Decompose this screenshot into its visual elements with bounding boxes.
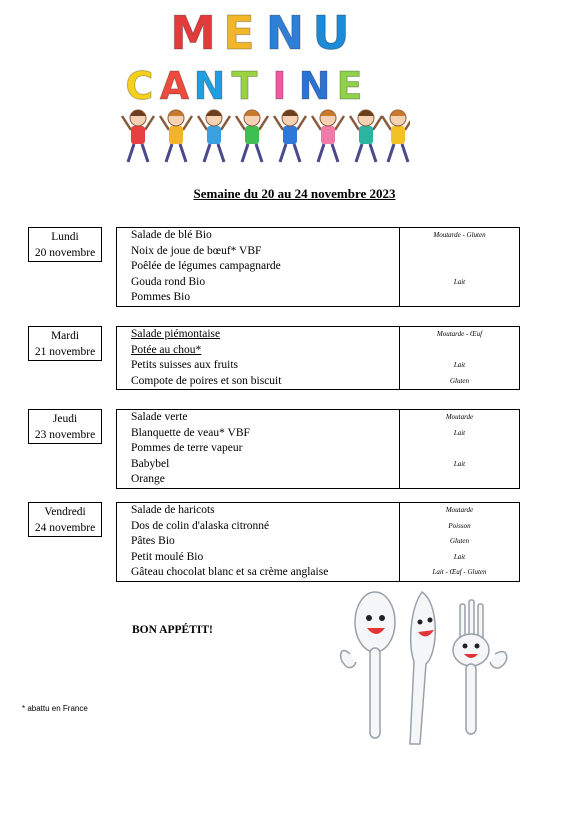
week-title bbox=[0, 186, 567, 202]
dish-name: Pommes Bio bbox=[131, 291, 191, 303]
meal-list bbox=[116, 227, 520, 307]
logo-menu-letter: M bbox=[170, 6, 216, 60]
allergen-note: Moutarde bbox=[399, 410, 519, 426]
dish-name: Orange bbox=[131, 473, 165, 485]
meal-row bbox=[117, 259, 519, 275]
kid-figure bbox=[350, 110, 382, 162]
meal-row bbox=[117, 519, 519, 535]
footnote: * abattu en France bbox=[22, 704, 88, 713]
dish-name: Gâteau chocolat blanc et sa crème anglaise bbox=[131, 566, 329, 578]
dish-name: Petits suisses aux fruits bbox=[131, 359, 239, 371]
day-cell-mardi bbox=[28, 326, 102, 361]
dish-name: Salade verte bbox=[131, 411, 188, 423]
meal-row bbox=[117, 228, 519, 244]
dish-name: Dos de colin d'alaska citronné bbox=[131, 519, 270, 532]
logo-word-cantine bbox=[122, 64, 367, 108]
logo-menu-letter: E bbox=[223, 6, 255, 60]
meal-row bbox=[117, 358, 519, 374]
allergen-note bbox=[399, 244, 519, 260]
meal-row bbox=[117, 327, 519, 343]
dish-name: Pommes de terre vapeur bbox=[131, 442, 243, 454]
day-date: 21 novembre bbox=[34, 346, 96, 358]
dish-name: Petit moulé Bio bbox=[131, 550, 204, 563]
day-cell-lundi bbox=[28, 227, 102, 262]
allergen-note: Lait - Œuf - Gluten bbox=[399, 565, 519, 581]
meal-row bbox=[117, 550, 519, 566]
day-cell-vendredi bbox=[28, 502, 102, 537]
meal-list bbox=[116, 326, 520, 390]
allergen-note bbox=[399, 472, 519, 488]
logo-word-menu bbox=[170, 8, 354, 58]
meal-list bbox=[116, 502, 520, 582]
logo-cantine-letter: A bbox=[159, 64, 190, 108]
allergen-note bbox=[399, 441, 519, 457]
dish-name: Blanquette de veau* VBF bbox=[131, 426, 250, 439]
logo-cantine-letter: I bbox=[272, 64, 287, 108]
kid-figure bbox=[382, 110, 410, 162]
day-date: 20 novembre bbox=[34, 247, 96, 259]
meal-row bbox=[117, 426, 519, 442]
meal-row bbox=[117, 457, 519, 473]
meal-row bbox=[117, 565, 519, 581]
bon-appetit: BON APPÉTIT! bbox=[132, 624, 213, 636]
allergen-note: Lait bbox=[399, 550, 519, 566]
meal-row bbox=[117, 503, 519, 519]
allergen-note: Lait bbox=[399, 426, 519, 442]
meal-list bbox=[116, 409, 520, 489]
meal-row bbox=[117, 244, 519, 260]
dish-name: Compote de poires et son biscuit bbox=[131, 374, 282, 387]
dish-name: Salade piémontaise bbox=[131, 328, 221, 340]
day-cell-jeudi bbox=[28, 409, 102, 444]
allergen-note: Lait bbox=[399, 457, 519, 473]
kid-figure bbox=[236, 110, 268, 162]
meal-row bbox=[117, 534, 519, 550]
kid-figure bbox=[312, 110, 344, 162]
dish-name: Salade de blé Bio bbox=[131, 229, 212, 241]
menu-cantine-logo bbox=[110, 8, 410, 168]
allergen-note: Moutarde - Gluten bbox=[399, 228, 519, 244]
allergen-note: Moutarde - Œuf bbox=[399, 327, 519, 343]
allergen-note: Gluten bbox=[399, 374, 519, 390]
logo-menu-letter: N bbox=[265, 6, 305, 60]
dish-name: Poêlée de légumes campagnarde bbox=[131, 260, 281, 272]
meal-row bbox=[117, 374, 519, 390]
dish-name: Gouda rond Bio bbox=[131, 275, 206, 288]
dish-name: Babybel bbox=[131, 457, 170, 470]
day-name: Vendredi bbox=[44, 506, 86, 518]
logo-cantine-letter: C bbox=[125, 64, 154, 108]
allergen-note: Gluten bbox=[399, 534, 519, 550]
allergen-note: Poisson bbox=[399, 519, 519, 535]
allergen-note bbox=[399, 259, 519, 275]
allergen-note: Lait bbox=[399, 275, 519, 291]
day-name: Lundi bbox=[51, 231, 79, 243]
kids-illustration bbox=[118, 104, 410, 168]
day-name: Mardi bbox=[50, 330, 80, 342]
logo-cantine-letter: N bbox=[298, 64, 331, 108]
kid-figure bbox=[274, 110, 306, 162]
week-title-text: Semaine du 20 au 24 novembre 2023 bbox=[193, 186, 396, 201]
dish-name: Potée au chou* bbox=[131, 343, 202, 356]
logo-menu-letter: U bbox=[312, 6, 350, 60]
meal-row bbox=[117, 275, 519, 291]
allergen-note: Moutarde bbox=[399, 503, 519, 519]
day-date: 23 novembre bbox=[34, 429, 96, 441]
day-date: 24 novembre bbox=[34, 522, 96, 534]
logo-cantine-letter: N bbox=[193, 64, 226, 108]
meal-row bbox=[117, 410, 519, 426]
dish-name: Pâtes Bio bbox=[131, 535, 175, 547]
logo-cantine-letter: T bbox=[231, 64, 258, 108]
kid-figure bbox=[160, 110, 192, 162]
meal-row bbox=[117, 290, 519, 306]
allergen-note bbox=[399, 343, 519, 359]
logo-cantine-letter: E bbox=[336, 64, 363, 108]
dish-name: Noix de joue de bœuf* VBF bbox=[131, 244, 262, 257]
kid-figure bbox=[198, 110, 230, 162]
allergen-note: Lait bbox=[399, 358, 519, 374]
meal-row bbox=[117, 343, 519, 359]
day-name: Jeudi bbox=[52, 413, 78, 425]
allergen-note bbox=[399, 290, 519, 306]
meal-row bbox=[117, 441, 519, 457]
meal-row bbox=[117, 472, 519, 488]
smiling-cutlery-illustration bbox=[330, 584, 515, 754]
kid-figure bbox=[122, 110, 154, 162]
dish-name: Salade de haricots bbox=[131, 504, 215, 516]
